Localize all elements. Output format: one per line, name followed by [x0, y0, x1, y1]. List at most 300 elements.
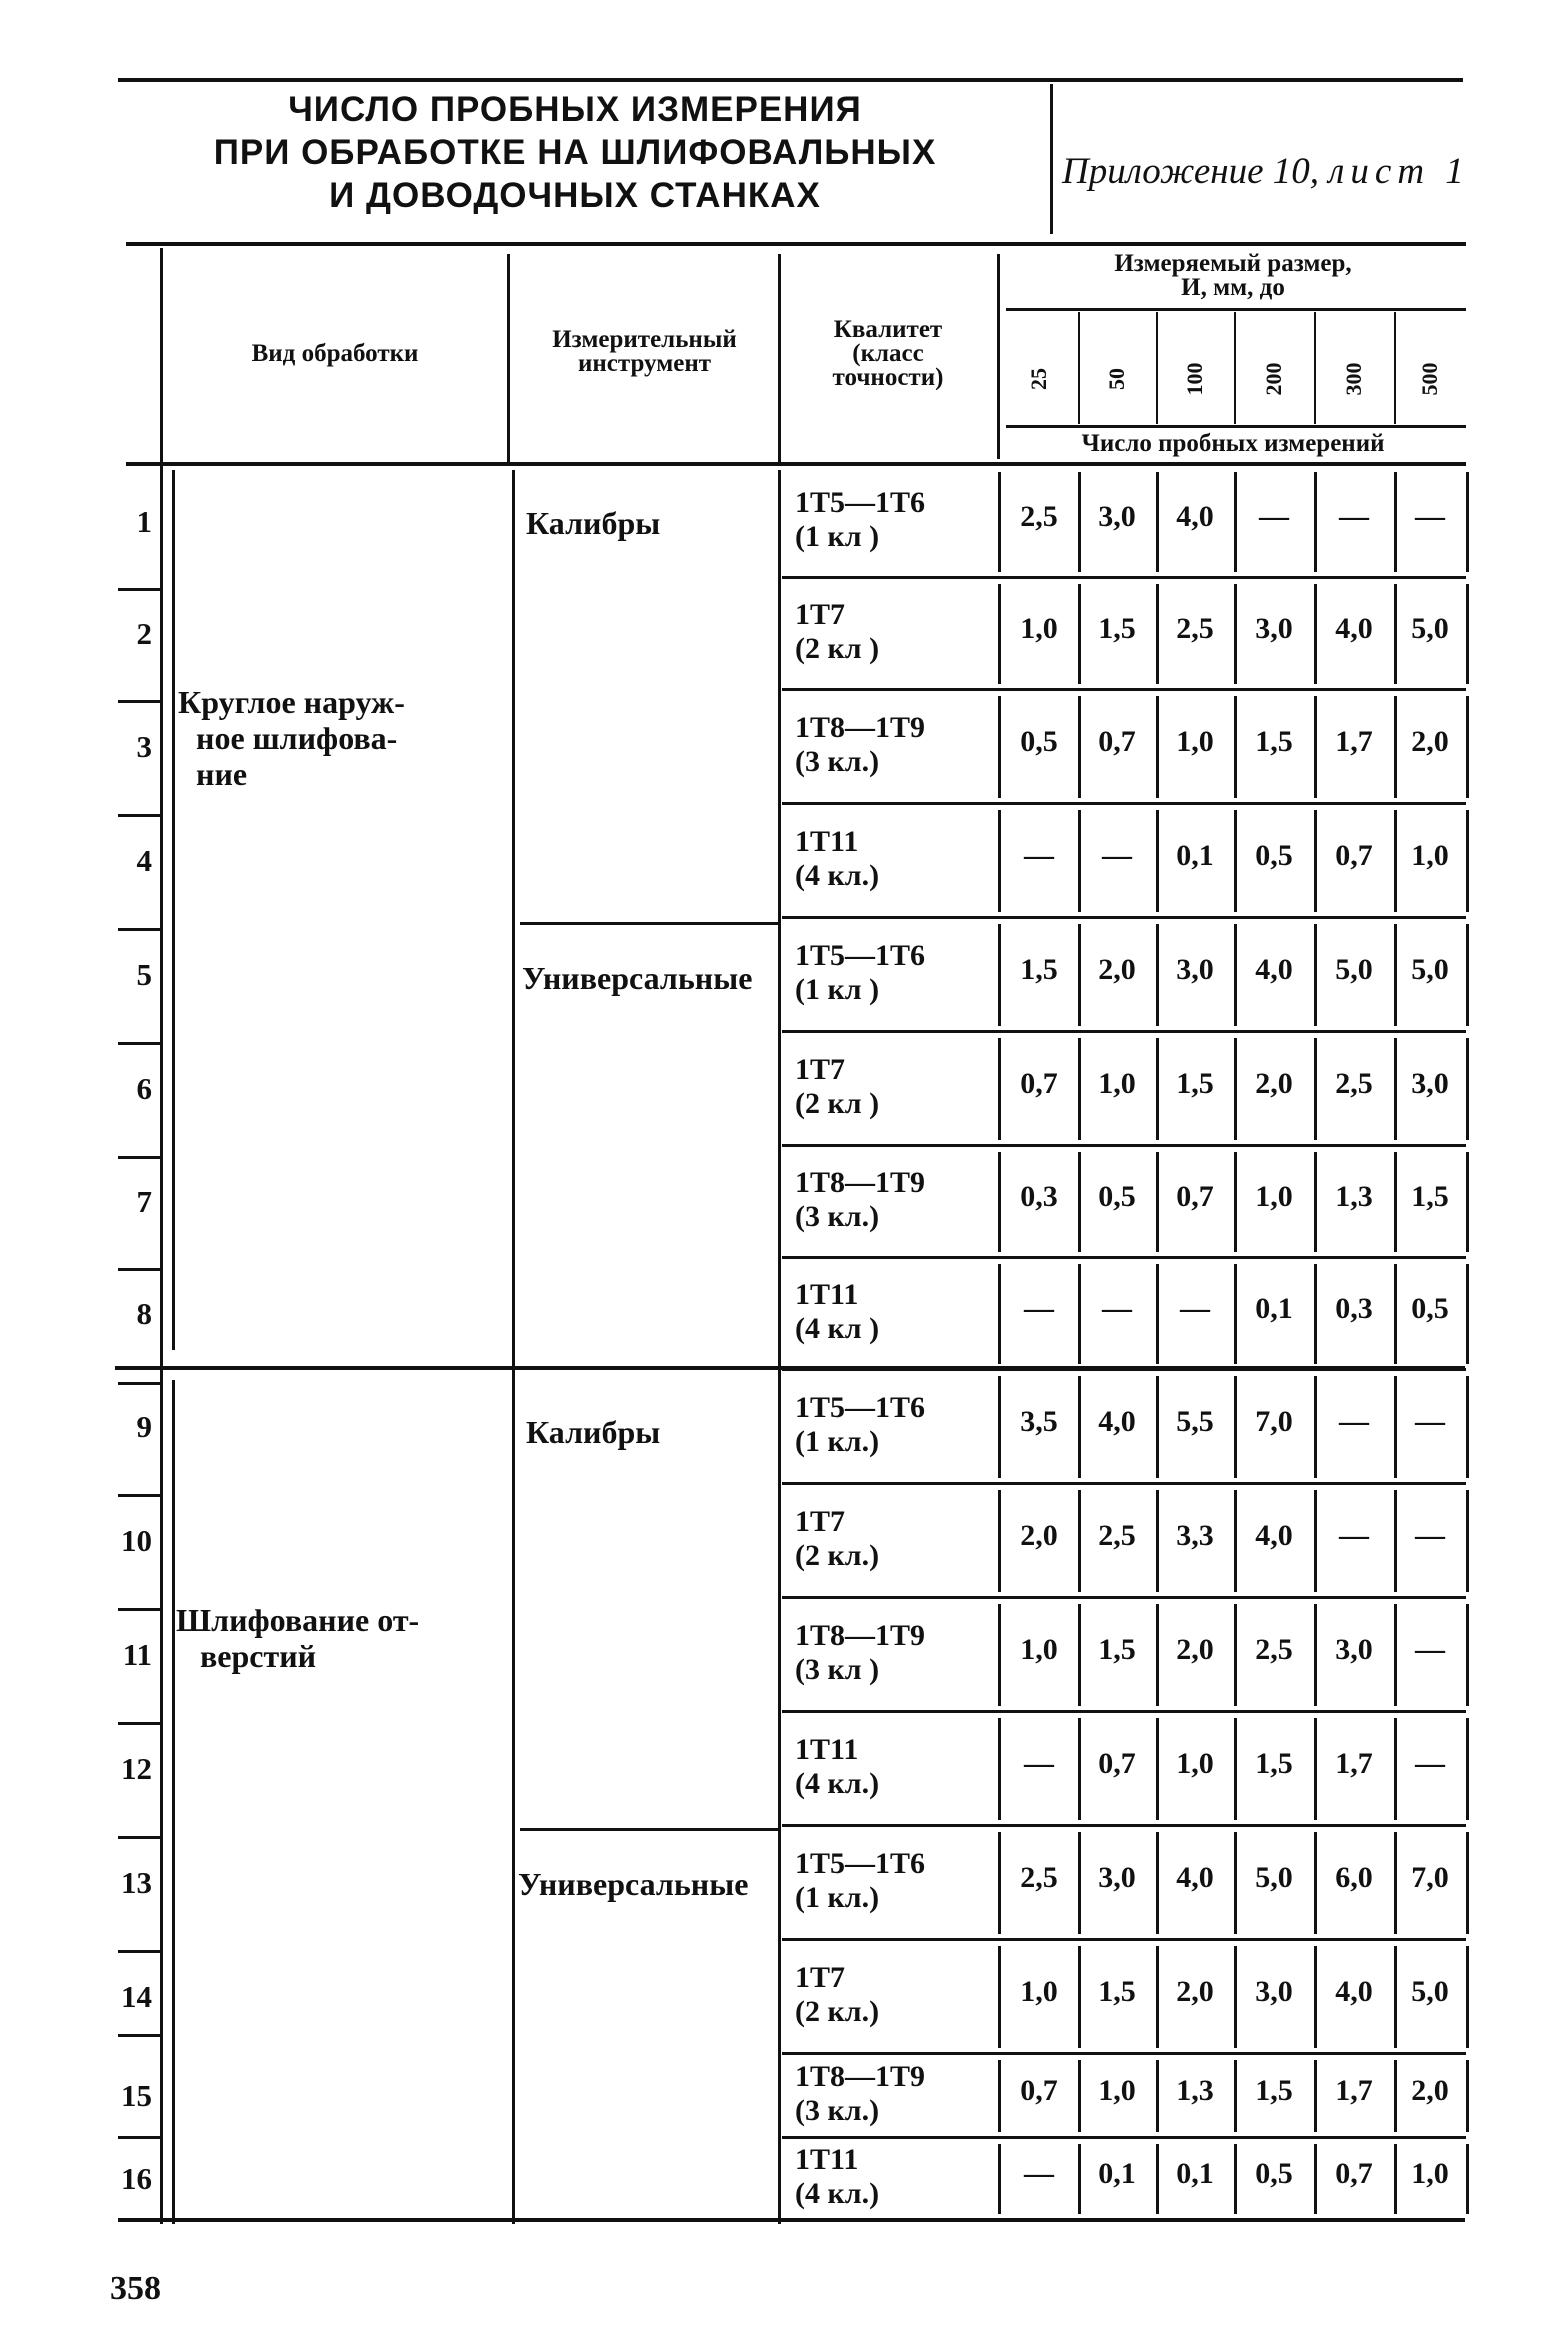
value-cell: 6,0 [1335, 1861, 1373, 1894]
value-cell: 1,7 [1335, 725, 1373, 758]
quality-grade: 1Т8—1Т9 [795, 711, 926, 744]
value-cell: — [1415, 500, 1445, 533]
value-col-rule [1156, 2060, 1159, 2132]
value-col-rule [1394, 1038, 1397, 1140]
value-col-rule [1466, 1604, 1469, 1706]
page-number: 358 [110, 2270, 161, 2307]
header-quality-line-3: точности) [832, 364, 944, 391]
operation-line: верстий [200, 1638, 317, 1674]
value-cell: 0,1 [1255, 1292, 1293, 1325]
row-number: 7 [136, 1184, 152, 1219]
value-col-rule [1078, 1264, 1081, 1364]
value-cell: — [1259, 500, 1289, 533]
value-cell: 3,5 [1020, 1405, 1058, 1438]
value-col-rule [1314, 1946, 1317, 2048]
value-cell: 1,5 [1411, 1180, 1449, 1213]
value-col-rule [1156, 924, 1159, 1026]
row-number-separator [118, 1608, 160, 1611]
quality-cell [795, 1847, 925, 1915]
row-number-separator [118, 1950, 160, 1953]
value-col-rule [1394, 2060, 1397, 2132]
quality-grade: 1Т5—1Т6 [795, 1847, 926, 1880]
value-col-rule [1234, 924, 1237, 1026]
value-cell: 1,0 [1020, 1975, 1058, 2008]
value-cell: 4,0 [1176, 1861, 1214, 1894]
value-col-rule [1156, 1264, 1159, 1364]
value-cell: 4,0 [1255, 953, 1293, 986]
value-col-rule [998, 1946, 1001, 2048]
row-rule [782, 916, 1466, 919]
value-cell: 0,5 [1255, 2157, 1293, 2190]
value-cell: — [1024, 2157, 1054, 2190]
value-col-rule [1078, 696, 1081, 798]
row-number-separator [118, 1722, 160, 1725]
value-col-rule [998, 584, 1001, 684]
value-cell: 2,5 [1335, 1067, 1373, 1100]
row-number: 8 [136, 1296, 152, 1331]
value-cell: 5,0 [1411, 1975, 1449, 2008]
value-col-rule [1234, 1264, 1237, 1364]
header-size-col-rule [1234, 312, 1236, 424]
quality-class: (2 кл.) [795, 1539, 880, 1572]
quality-class: (3 кл.) [795, 745, 880, 778]
value-cell: 1,5 [1098, 1633, 1136, 1666]
quality-class: (2 кл ) [795, 1087, 880, 1120]
quality-cell [795, 825, 879, 893]
value-col-rule [1156, 1946, 1159, 2048]
row-number: 11 [122, 1637, 152, 1672]
value-cell: 1,5 [1255, 1747, 1293, 1780]
value-col-rule [1314, 810, 1317, 912]
value-col-rule [1078, 1946, 1081, 2048]
value-col-rule [1156, 696, 1159, 798]
quality-cell [795, 1505, 879, 1573]
value-col-rule [998, 696, 1001, 798]
row-rule [782, 1368, 1466, 1371]
instrument-universal: Универсальные [522, 960, 753, 996]
body-quality-rule [778, 470, 781, 2224]
value-cell: — [1024, 1747, 1054, 1780]
row-rule [782, 1144, 1466, 1147]
table-bottom-rule [118, 2218, 1465, 2222]
value-col-rule [1234, 1604, 1237, 1706]
value-col-rule [1466, 584, 1469, 684]
value-col-rule [1078, 2060, 1081, 2132]
value-col-rule [1466, 696, 1469, 798]
appendix-sheet: лист 1 [1328, 151, 1470, 192]
value-col-rule [1314, 696, 1317, 798]
value-cell: 2,5 [1255, 1633, 1293, 1666]
value-cell: 1,5 [1098, 612, 1136, 645]
value-col-rule [1078, 924, 1081, 1026]
instrument-universal: Универсальные [518, 1866, 749, 1902]
quality-cell [795, 2143, 879, 2211]
value-cell: 4,0 [1335, 612, 1373, 645]
row-number: 10 [121, 1523, 152, 1558]
title-line-1: ЧИСЛО ПРОБНЫХ ИЗМЕРЕНИЯ [288, 90, 862, 129]
value-cell: 3,0 [1098, 1861, 1136, 1894]
header-col-rule [160, 248, 163, 463]
row-rule [782, 688, 1466, 691]
header-bottom-rule [126, 462, 1466, 466]
row-rule [782, 576, 1466, 579]
value-cell: 1,0 [1176, 725, 1214, 758]
value-cell: — [1024, 839, 1054, 872]
value-cell: 1,3 [1176, 2074, 1214, 2107]
value-cell: 2,5 [1098, 1519, 1136, 1552]
body-left-rule [160, 466, 163, 2224]
header-quality-line-2: (класс [852, 340, 924, 367]
value-cell: 0,7 [1335, 2157, 1373, 2190]
header-instrument-line-1: Измерительный [552, 326, 737, 353]
instrument-divider [520, 1828, 780, 1831]
value-cell: 1,3 [1335, 1180, 1373, 1213]
header-size-50: 50 [1104, 368, 1129, 390]
row-number: 5 [136, 957, 152, 992]
row-number-separator [118, 1494, 160, 1497]
quality-cell [795, 1733, 879, 1801]
quality-cell [795, 711, 925, 779]
quality-class: (4 кл.) [795, 859, 880, 892]
row-number: 13 [121, 1865, 152, 1900]
value-cell: 2,0 [1176, 1975, 1214, 2008]
body-group-left-rule [172, 1380, 175, 2224]
value-col-rule [1314, 2060, 1317, 2132]
value-cell: 0,7 [1098, 725, 1136, 758]
value-col-rule [1314, 1604, 1317, 1706]
value-cell: — [1415, 1747, 1445, 1780]
quality-grade: 1Т8—1Т9 [795, 2060, 926, 2093]
header-size-300: 300 [1341, 362, 1366, 396]
value-col-rule [1234, 472, 1237, 572]
value-col-rule [1234, 810, 1237, 912]
row-number: 6 [136, 1071, 152, 1106]
row-number-separator [118, 1042, 160, 1045]
value-col-rule [1314, 1718, 1317, 1820]
row-number: 4 [136, 843, 152, 878]
header-instrument-line-2: инструмент [577, 350, 712, 377]
quality-cell [795, 1278, 879, 1346]
quality-cell [795, 1053, 879, 1121]
quality-grade: 1Т11 [795, 825, 859, 858]
header-count: Число пробных измерений [1081, 430, 1385, 457]
header-size-line-2: И, мм, до [1181, 274, 1285, 301]
value-cell: 7,0 [1255, 1405, 1293, 1438]
value-col-rule [1394, 810, 1397, 912]
title-line-3: И ДОВОДОЧНЫХ СТАНКАХ [329, 176, 821, 215]
value-col-rule [1466, 2144, 1469, 2214]
value-col-rule [1314, 1152, 1317, 1252]
header-col-rule [507, 254, 510, 464]
top-rule [118, 78, 1463, 82]
value-col-rule [1314, 1832, 1317, 1934]
value-cell: — [1339, 1405, 1369, 1438]
instrument-gauges: Калибры [526, 505, 661, 541]
value-col-rule [1314, 584, 1317, 684]
header-quality-line-1: Квалитет [833, 316, 943, 343]
row-number-separator [118, 588, 160, 591]
value-cell: 1,0 [1411, 839, 1449, 872]
quality-grade: 1Т8—1Т9 [795, 1166, 926, 1199]
quality-class: (4 кл.) [795, 2177, 880, 2210]
value-col-rule [1234, 584, 1237, 684]
value-cell: — [1102, 839, 1132, 872]
value-col-rule [1394, 1264, 1397, 1364]
appendix-number: Приложение 10, [1062, 151, 1320, 192]
value-cell: 7,0 [1411, 1861, 1449, 1894]
value-col-rule [1466, 2060, 1469, 2132]
value-col-rule [1078, 1376, 1081, 1478]
value-cell: — [1415, 1633, 1445, 1666]
row-rule [782, 1482, 1466, 1485]
value-cell: 1,5 [1255, 2074, 1293, 2107]
value-cell: — [1180, 1292, 1210, 1325]
value-cell: 1,7 [1335, 2074, 1373, 2107]
value-cell: 0,5 [1098, 1180, 1136, 1213]
header-size-col-rule [1314, 312, 1316, 424]
value-col-rule [1078, 1038, 1081, 1140]
value-col-rule [1466, 1946, 1469, 2048]
value-cell: 4,0 [1335, 1975, 1373, 2008]
row-rule [782, 1596, 1466, 1599]
value-col-rule [998, 472, 1001, 572]
value-col-rule [1234, 1038, 1237, 1140]
value-cell: 1,0 [1255, 1180, 1293, 1213]
value-cell: 1,5 [1255, 725, 1293, 758]
header-size-25: 25 [1026, 368, 1051, 390]
value-col-rule [1078, 472, 1081, 572]
value-cell: 3,0 [1176, 953, 1214, 986]
row-rule [782, 2136, 1466, 2139]
value-cell: 1,0 [1098, 2074, 1136, 2107]
value-col-rule [998, 1038, 1001, 1140]
value-cell: 1,7 [1335, 1747, 1373, 1780]
value-col-rule [998, 1490, 1001, 1592]
value-cell: 1,5 [1098, 1975, 1136, 2008]
value-col-rule [1156, 1376, 1159, 1478]
row-rule [782, 1824, 1466, 1827]
value-cell: 0,5 [1255, 839, 1293, 872]
quality-class: (4 кл ) [795, 1312, 880, 1345]
value-col-rule [1234, 1832, 1237, 1934]
value-col-rule [1466, 1718, 1469, 1820]
value-cell: 2,5 [1020, 500, 1058, 533]
value-col-rule [1234, 2144, 1237, 2214]
value-col-rule [1394, 1490, 1397, 1592]
value-col-rule [1156, 584, 1159, 684]
value-cell: 1,0 [1020, 612, 1058, 645]
quality-cell [795, 1619, 925, 1687]
header-size [1003, 252, 1463, 300]
row-number-separator [118, 1836, 160, 1839]
value-cell: 5,0 [1335, 953, 1373, 986]
row-number-separator [118, 814, 160, 817]
quality-grade: 1Т5—1Т6 [795, 486, 926, 519]
value-col-rule [1234, 696, 1237, 798]
value-cell: 5,5 [1176, 1405, 1214, 1438]
header-size-col-rule [1156, 312, 1158, 424]
value-cell: 2,5 [1176, 612, 1214, 645]
value-col-rule [1466, 1490, 1469, 1592]
value-col-rule [1156, 810, 1159, 912]
value-cell: 2,0 [1411, 2074, 1449, 2107]
value-cell: 0,5 [1411, 1292, 1449, 1325]
value-col-rule [1394, 1946, 1397, 2048]
value-cell: — [1415, 1519, 1445, 1552]
operation-bore-grinding [176, 1602, 419, 1674]
value-col-rule [1466, 1832, 1469, 1934]
value-col-rule [1394, 2144, 1397, 2214]
row-number: 3 [136, 729, 152, 764]
quality-class: (3 кл.) [795, 1200, 880, 1233]
row-number-separator [118, 2034, 160, 2037]
title-line-2: ПРИ ОБРАБОТКЕ НА ШЛИФОВАЛЬНЫХ [213, 133, 937, 172]
value-col-rule [1466, 810, 1469, 912]
quality-class: (4 кл.) [795, 1767, 880, 1800]
quality-class: (1 кл ) [795, 520, 880, 553]
value-cell: 4,0 [1255, 1519, 1293, 1552]
value-col-rule [1234, 2060, 1237, 2132]
body-group-left-rule [172, 470, 175, 1350]
value-col-rule [1394, 1832, 1397, 1934]
value-col-rule [998, 1718, 1001, 1820]
row-number: 15 [121, 2078, 152, 2113]
header-quality [783, 318, 993, 390]
quality-cell [795, 486, 925, 554]
value-col-rule [1314, 1376, 1317, 1478]
value-cell: 1,0 [1411, 2157, 1449, 2190]
value-col-rule [998, 1152, 1001, 1252]
quality-grade: 1Т11 [795, 1733, 859, 1766]
value-col-rule [1394, 472, 1397, 572]
value-col-rule [1314, 472, 1317, 572]
value-col-rule [998, 2060, 1001, 2132]
value-cell: 0,3 [1335, 1292, 1373, 1325]
quality-cell [795, 2060, 925, 2128]
value-col-rule [998, 810, 1001, 912]
row-rule [782, 2052, 1466, 2055]
instrument-divider [520, 922, 780, 925]
quality-grade: 1Т7 [795, 1961, 846, 1994]
value-cell: 3,0 [1335, 1633, 1373, 1666]
value-cell: 3,0 [1255, 1975, 1293, 2008]
quality-class: (1 кл.) [795, 1425, 880, 1458]
quality-grade: 1Т5—1Т6 [795, 939, 926, 972]
value-cell: 1,5 [1020, 953, 1058, 986]
instrument-gauges: Калибры [526, 1414, 661, 1450]
value-col-rule [1394, 696, 1397, 798]
operation-external-grinding [178, 684, 405, 792]
row-number: 2 [136, 616, 152, 651]
value-cell: 2,0 [1020, 1519, 1058, 1552]
value-cell: 0,1 [1176, 2157, 1214, 2190]
quality-class: (2 кл.) [795, 1995, 880, 2028]
value-col-rule [1156, 2144, 1159, 2214]
value-cell: 1,0 [1176, 1747, 1214, 1780]
value-cell: 4,0 [1098, 1405, 1136, 1438]
row-rule [782, 1030, 1466, 1033]
value-col-rule [1156, 472, 1159, 572]
operation-line: Круглое наруж- [178, 684, 405, 720]
value-cell: — [1102, 1292, 1132, 1325]
value-col-rule [1234, 1152, 1237, 1252]
value-cell: 5,0 [1411, 612, 1449, 645]
value-cell: 2,0 [1255, 1067, 1293, 1100]
value-cell: 3,0 [1098, 500, 1136, 533]
header-instrument [512, 328, 777, 376]
header-size-line-1: Измеряемый размер, [1114, 250, 1352, 277]
quality-cell [795, 1166, 925, 1234]
value-cell: 4,0 [1176, 500, 1214, 533]
quality-class: (3 кл ) [795, 1653, 880, 1686]
body-instrument-rule [512, 470, 515, 2224]
value-col-rule [1234, 1946, 1237, 2048]
value-cell: 0,7 [1098, 1747, 1136, 1780]
header-size-200: 200 [1261, 362, 1286, 396]
value-col-rule [1314, 1038, 1317, 1140]
row-rule [782, 802, 1466, 805]
quality-grade: 1Т8—1Т9 [795, 1619, 926, 1652]
row-number: 12 [121, 1751, 152, 1786]
header-size-col-rule [1394, 312, 1396, 424]
value-cell: 0,7 [1020, 1067, 1058, 1100]
header-size-100: 100 [1182, 362, 1207, 396]
value-col-rule [1234, 1376, 1237, 1478]
value-cell: 2,0 [1176, 1633, 1214, 1666]
value-col-rule [1394, 1152, 1397, 1252]
quality-grade: 1Т11 [795, 2143, 859, 2176]
value-col-rule [1466, 924, 1469, 1026]
value-col-rule [1078, 1718, 1081, 1820]
row-rule [782, 1256, 1466, 1259]
operation-line: Шлифование от- [176, 1602, 420, 1638]
value-col-rule [1394, 1376, 1397, 1478]
value-cell: 0,5 [1020, 725, 1058, 758]
value-col-rule [1156, 1832, 1159, 1934]
value-col-rule [1156, 1718, 1159, 1820]
row-number-separator [118, 1382, 160, 1385]
quality-cell [795, 1391, 925, 1459]
quality-grade: 1Т7 [795, 1053, 846, 1086]
value-cell: 5,0 [1411, 953, 1449, 986]
row-number-separator [118, 1156, 160, 1159]
header-count-rule [1006, 425, 1466, 428]
value-cell: 0,7 [1020, 2074, 1058, 2107]
value-cell: 0,1 [1098, 2157, 1136, 2190]
row-number: 14 [121, 1979, 152, 2014]
value-cell: 1,0 [1098, 1067, 1136, 1100]
value-cell: 3,0 [1411, 1067, 1449, 1100]
header-col-rule [778, 254, 781, 464]
quality-grade: 1Т11 [795, 1278, 859, 1311]
value-col-rule [1394, 1718, 1397, 1820]
row-rule [782, 1938, 1466, 1941]
header-size-500: 500 [1417, 362, 1442, 396]
value-col-rule [1156, 1152, 1159, 1252]
value-col-rule [998, 1832, 1001, 1934]
value-cell: 1,0 [1020, 1633, 1058, 1666]
value-cell: — [1339, 500, 1369, 533]
value-col-rule [1234, 1490, 1237, 1592]
value-col-rule [1466, 1264, 1469, 1364]
value-col-rule [1314, 924, 1317, 1026]
row-rule [782, 1710, 1466, 1713]
header-size-col-rule [1078, 312, 1080, 424]
row-number-separator [118, 2136, 160, 2139]
quality-cell [795, 1961, 879, 2029]
value-col-rule [1394, 584, 1397, 684]
value-col-rule [1156, 1038, 1159, 1140]
